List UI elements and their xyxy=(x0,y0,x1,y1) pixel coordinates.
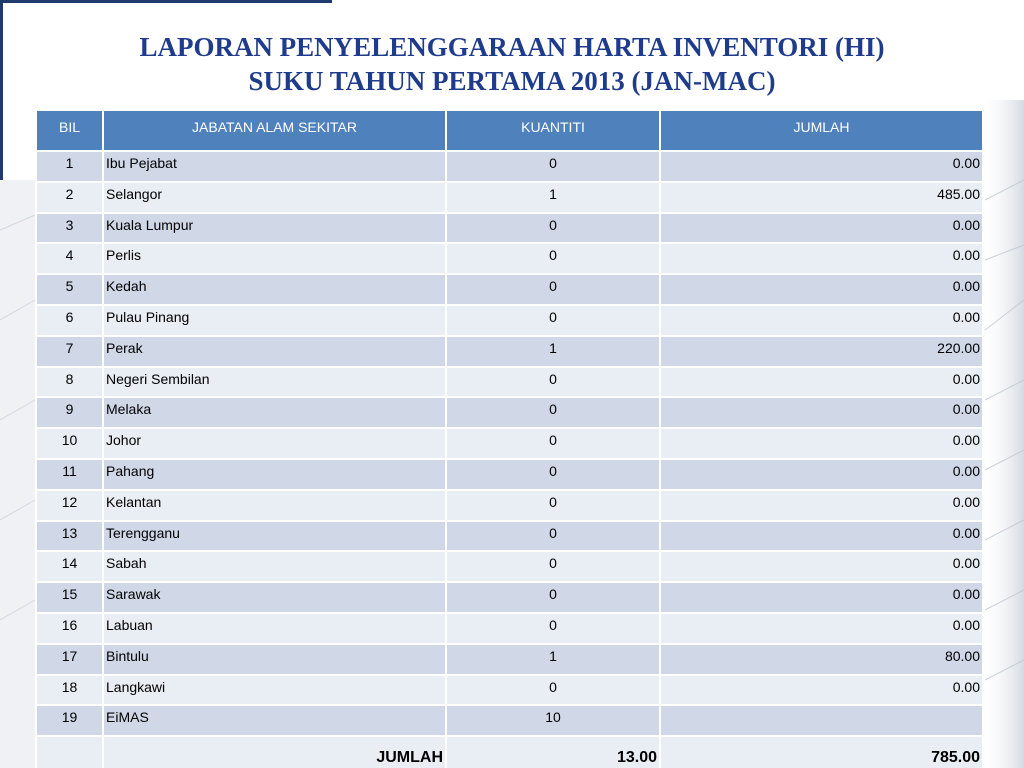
cell-jumlah: 0.00 xyxy=(660,551,983,582)
cell-bil: 14 xyxy=(36,551,103,582)
cell-bil: 11 xyxy=(36,459,103,490)
cell-kuantiti: 1 xyxy=(446,644,660,675)
cell-jumlah: 485.00 xyxy=(660,182,983,213)
header-bil: BIL xyxy=(36,110,103,151)
cell-jumlah: 0.00 xyxy=(660,151,983,182)
cell-jumlah: 0.00 xyxy=(660,675,983,706)
cell-jumlah xyxy=(660,705,983,736)
cell-bil: 16 xyxy=(36,613,103,644)
table-row xyxy=(36,243,983,274)
cell-jumlah: 0.00 xyxy=(660,213,983,244)
table-row xyxy=(36,459,983,490)
cell-kuantiti: 0 xyxy=(446,274,660,305)
table-row xyxy=(36,705,983,736)
cell-jumlah: 0.00 xyxy=(660,613,983,644)
cell-bil: 6 xyxy=(36,305,103,336)
cell-jabatan: EiMAS xyxy=(103,705,446,736)
cell-kuantiti: 0 xyxy=(446,521,660,552)
cell-kuantiti: 0 xyxy=(446,613,660,644)
cell-jabatan: Sabah xyxy=(103,551,446,582)
cell-kuantiti: 0 xyxy=(446,459,660,490)
cell-jumlah: 0.00 xyxy=(660,582,983,613)
cell-kuantiti: 0 xyxy=(446,490,660,521)
inventory-report-table xyxy=(35,109,984,768)
cell-jabatan: Johor xyxy=(103,428,446,459)
table-row xyxy=(36,397,983,428)
total-jumlah: 785.00 xyxy=(660,736,983,768)
table-row xyxy=(36,182,983,213)
cell-kuantiti: 0 xyxy=(446,675,660,706)
cell-bil: 3 xyxy=(36,213,103,244)
cell-jabatan: Perlis xyxy=(103,243,446,274)
header-jumlah: JUMLAH xyxy=(660,110,983,151)
table-row xyxy=(36,305,983,336)
cell-jabatan: Selangor xyxy=(103,182,446,213)
cell-jabatan: Sarawak xyxy=(103,582,446,613)
table-row xyxy=(36,274,983,305)
table-row xyxy=(36,428,983,459)
cell-kuantiti: 0 xyxy=(446,151,660,182)
cell-kuantiti: 1 xyxy=(446,336,660,367)
cell-kuantiti: 0 xyxy=(446,428,660,459)
header-kuantiti: KUANTITI xyxy=(446,110,660,151)
cell-kuantiti: 0 xyxy=(446,243,660,274)
cell-bil: 9 xyxy=(36,397,103,428)
table-row xyxy=(36,490,983,521)
cell-jumlah: 0.00 xyxy=(660,428,983,459)
cell-jumlah: 0.00 xyxy=(660,243,983,274)
cell-kuantiti: 0 xyxy=(446,397,660,428)
header-jabatan: JABATAN ALAM SEKITAR xyxy=(103,110,446,151)
cell-jumlah: 0.00 xyxy=(660,274,983,305)
cell-jumlah: 0.00 xyxy=(660,367,983,398)
cell-kuantiti: 10 xyxy=(446,705,660,736)
cell-bil: 2 xyxy=(36,182,103,213)
cell-kuantiti: 0 xyxy=(446,367,660,398)
total-kuantiti: 13.00 xyxy=(446,736,660,768)
table-row xyxy=(36,613,983,644)
table-row xyxy=(36,367,983,398)
cell-jumlah: 0.00 xyxy=(660,305,983,336)
cell-jabatan: Ibu Pejabat xyxy=(103,151,446,182)
cell-bil: 12 xyxy=(36,490,103,521)
table-row xyxy=(36,213,983,244)
cell-bil: 18 xyxy=(36,675,103,706)
cell-jabatan: Perak xyxy=(103,336,446,367)
cell-jabatan: Negeri Sembilan xyxy=(103,367,446,398)
table-row xyxy=(36,675,983,706)
cell-jumlah: 0.00 xyxy=(660,490,983,521)
cell-kuantiti: 1 xyxy=(446,182,660,213)
cell-jumlah: 0.00 xyxy=(660,521,983,552)
table-row xyxy=(36,151,983,182)
cell-jabatan: Langkawi xyxy=(103,675,446,706)
total-empty-cell xyxy=(36,736,103,768)
cell-jabatan: Bintulu xyxy=(103,644,446,675)
cell-jumlah: 0.00 xyxy=(660,397,983,428)
cell-bil: 19 xyxy=(36,705,103,736)
cell-jabatan: Pulau Pinang xyxy=(103,305,446,336)
cell-bil: 1 xyxy=(36,151,103,182)
table-header-row xyxy=(36,110,983,151)
table-row xyxy=(36,582,983,613)
cell-jabatan: Pahang xyxy=(103,459,446,490)
page-title xyxy=(0,30,1024,98)
cell-bil: 5 xyxy=(36,274,103,305)
cell-jabatan: Kedah xyxy=(103,274,446,305)
cell-bil: 8 xyxy=(36,367,103,398)
cell-jabatan: Labuan xyxy=(103,613,446,644)
table-row xyxy=(36,551,983,582)
cell-jumlah: 0.00 xyxy=(660,459,983,490)
cell-bil: 17 xyxy=(36,644,103,675)
cell-bil: 7 xyxy=(36,336,103,367)
cell-jabatan: Kuala Lumpur xyxy=(103,213,446,244)
table-row xyxy=(36,521,983,552)
title-line-2: SUKU TAHUN PERTAMA 2013 (JAN-MAC) xyxy=(248,66,776,96)
cell-jumlah: 220.00 xyxy=(660,336,983,367)
total-row xyxy=(36,736,983,768)
cell-kuantiti: 0 xyxy=(446,213,660,244)
cell-bil: 4 xyxy=(36,243,103,274)
cell-jabatan: Melaka xyxy=(103,397,446,428)
cell-kuantiti: 0 xyxy=(446,305,660,336)
table-row xyxy=(36,336,983,367)
cell-kuantiti: 0 xyxy=(446,551,660,582)
cell-jumlah: 80.00 xyxy=(660,644,983,675)
cell-bil: 13 xyxy=(36,521,103,552)
table-row xyxy=(36,644,983,675)
cell-jabatan: Terengganu xyxy=(103,521,446,552)
total-label: JUMLAH xyxy=(103,736,446,768)
cell-kuantiti: 0 xyxy=(446,582,660,613)
cell-bil: 10 xyxy=(36,428,103,459)
cell-bil: 15 xyxy=(36,582,103,613)
title-line-1: LAPORAN PENYELENGGARAAN HARTA INVENTORI (HI) xyxy=(139,32,885,62)
cell-jabatan: Kelantan xyxy=(103,490,446,521)
